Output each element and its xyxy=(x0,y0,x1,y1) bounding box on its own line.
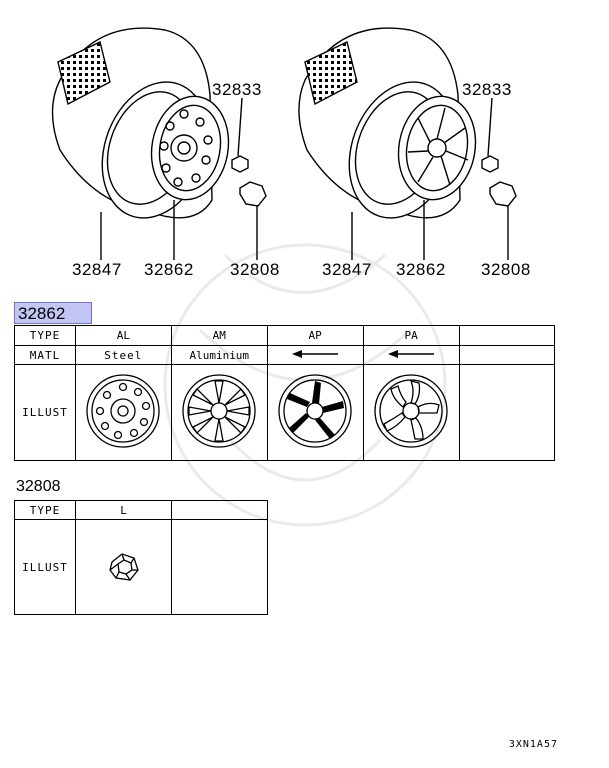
callout-tire-right: 32847 xyxy=(322,260,372,279)
illust-ap xyxy=(267,365,363,461)
callout-tire-left: 32847 xyxy=(72,260,122,279)
callout-cap-left: 32808 xyxy=(230,260,280,279)
illust-am xyxy=(171,365,267,461)
callout-nut-right: 32833 xyxy=(462,80,512,99)
matl-empty xyxy=(459,346,554,365)
matl-same-arrow-ap xyxy=(267,346,363,365)
alloy-wheel-pa-icon xyxy=(371,371,451,451)
type-l: L xyxy=(76,501,172,520)
matl-steel: Steel xyxy=(75,346,171,365)
cap-type-table xyxy=(14,500,268,615)
alloy-wheel-am-icon xyxy=(179,371,259,451)
row-label-type: TYPE xyxy=(15,501,76,520)
illust-al xyxy=(75,365,171,461)
wheel-type-table xyxy=(14,325,555,461)
row-label-illust: ILLUST xyxy=(15,365,76,461)
row-label-illust: ILLUST xyxy=(15,520,76,615)
diagram-code: 3XN1A57 xyxy=(508,739,558,750)
illust-empty xyxy=(459,365,554,461)
row-label-type: TYPE xyxy=(15,326,76,346)
same-as-left-arrow-icon xyxy=(386,349,436,359)
illust-empty xyxy=(172,520,268,615)
callout-wheel-right: 32862 xyxy=(396,260,446,279)
alloy-wheel-ap-icon xyxy=(275,371,355,451)
section-title-32808: 32808 xyxy=(16,478,61,495)
type-empty xyxy=(459,326,554,346)
row-label-matl: MATL xyxy=(15,346,76,365)
left-tire-assembly xyxy=(53,28,267,260)
callout-wheel-left: 32862 xyxy=(144,260,194,279)
type-pa: PA xyxy=(363,326,459,346)
illust-l xyxy=(76,520,172,615)
right-tire-assembly xyxy=(299,28,516,260)
matl-aluminium: Aluminium xyxy=(171,346,267,365)
same-as-left-arrow-icon xyxy=(290,349,340,359)
illust-pa xyxy=(363,365,459,461)
wheel-cap-icon xyxy=(104,546,144,586)
callout-cap-right: 32808 xyxy=(481,260,531,279)
type-am: AM xyxy=(171,326,267,346)
type-al: AL xyxy=(75,326,171,346)
matl-same-arrow-pa xyxy=(363,346,459,365)
type-ap: AP xyxy=(267,326,363,346)
type-empty xyxy=(172,501,268,520)
steel-wheel-icon xyxy=(83,371,163,451)
callout-nut-left: 32833 xyxy=(212,80,262,99)
section-title-32862: 32862 xyxy=(14,302,92,324)
